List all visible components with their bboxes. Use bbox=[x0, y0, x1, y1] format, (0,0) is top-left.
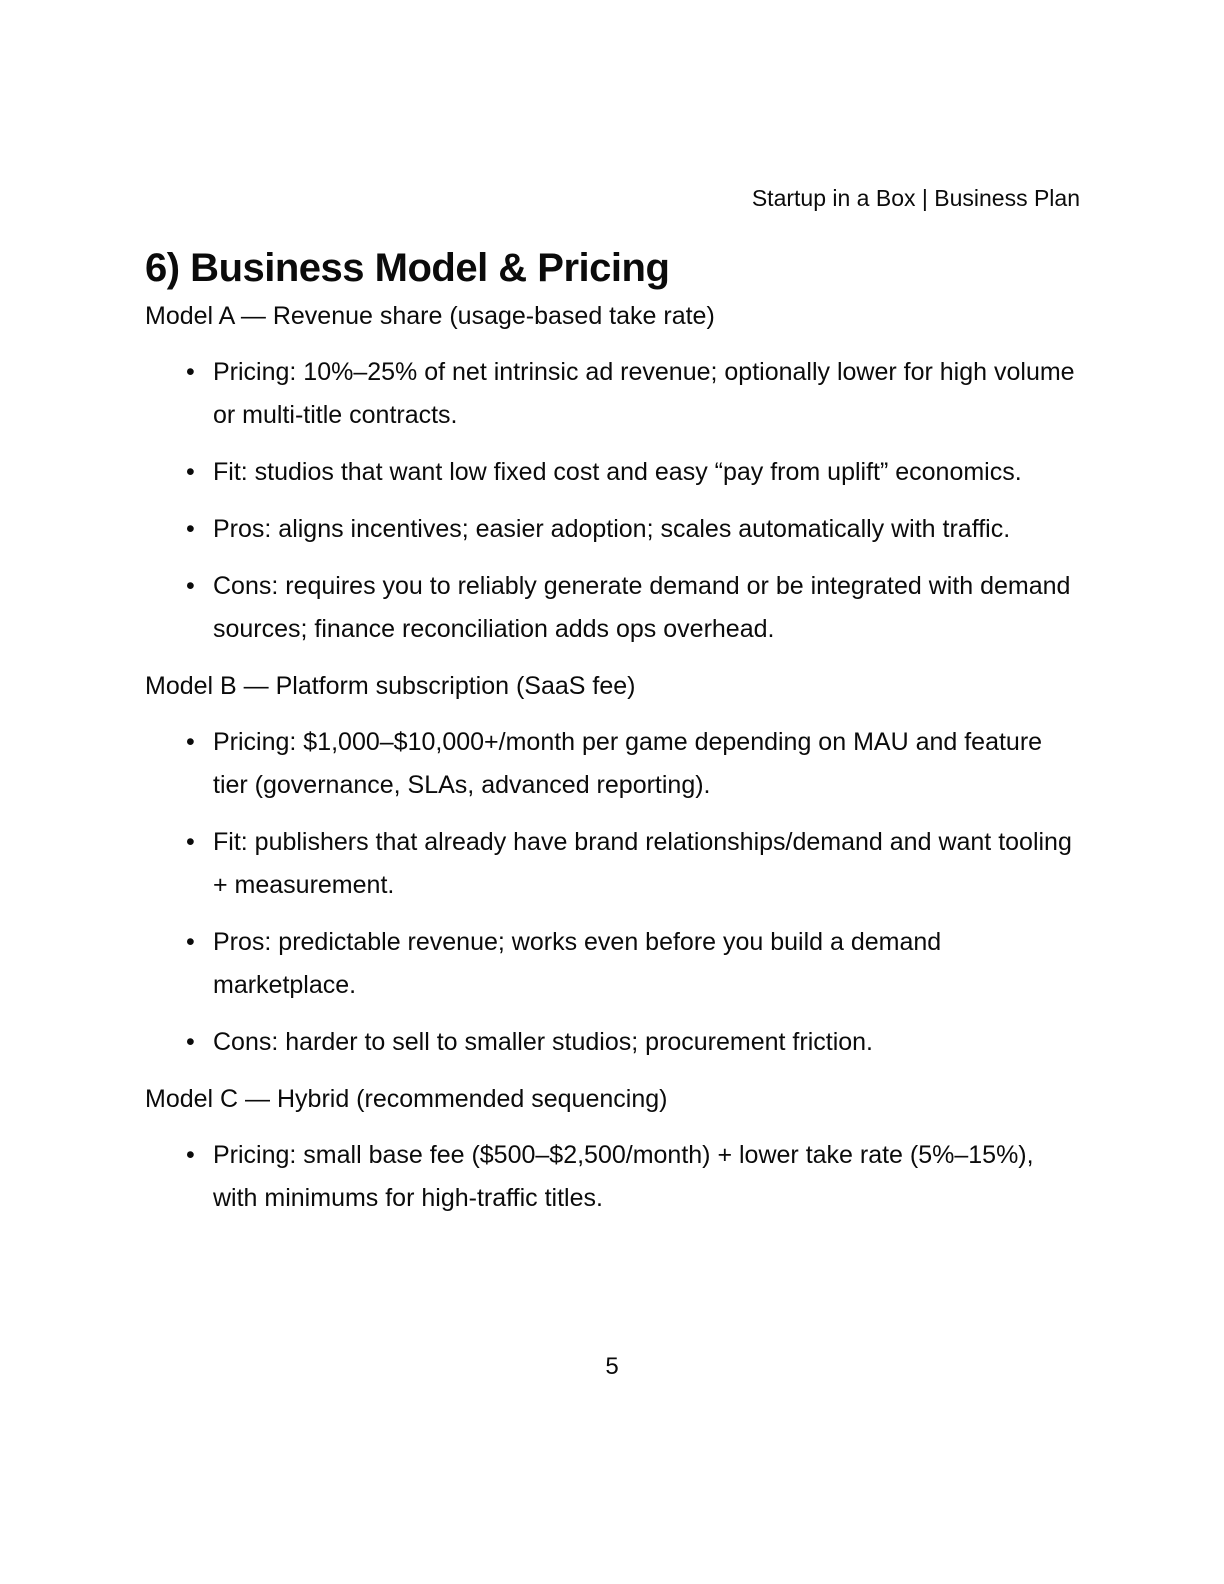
bullet-item: • Pros: predictable revenue; works even before you build a demand marketplace. bbox=[213, 921, 1080, 1007]
bullet-item: • Cons: harder to sell to smaller studios; procurement friction. bbox=[213, 1021, 1080, 1064]
model-b-bullet-list bbox=[145, 721, 1080, 1064]
model-b-heading: Model B — Platform subscription (SaaS fee) bbox=[145, 672, 636, 700]
bullet-item: • Pricing: small base fee ($500–$2,500/month) + lower take rate (5%–15%), with minimums for high-traffic titles. bbox=[213, 1134, 1080, 1220]
model-a-heading: Model A — Revenue share (usage-based take rate) bbox=[145, 302, 715, 330]
page-title: 6) Business Model & Pricing bbox=[145, 246, 670, 290]
model-c-heading: Model C — Hybrid (recommended sequencing) bbox=[145, 1085, 668, 1113]
bullet-item: • Cons: requires you to reliably generate demand or be integrated with demand sources; finance reconciliation adds ops overhead. bbox=[213, 565, 1080, 651]
bullet-item: • Pricing: 10%–25% of net intrinsic ad revenue; optionally lower for high volume or multi-title contracts. bbox=[213, 351, 1080, 437]
bullet-item: • Fit: publishers that already have brand relationships/demand and want tooling + measurement. bbox=[213, 821, 1080, 907]
bullet-item: • Fit: studios that want low fixed cost and easy “pay from uplift” economics. bbox=[213, 451, 1080, 494]
running-header: Startup in a Box | Business Plan bbox=[751, 185, 1080, 211]
bullet-item: • Pricing: $1,000–$10,000+/month per game depending on MAU and feature tier (governance, SLAs, advanced reporting). bbox=[213, 721, 1080, 807]
page-number: 5 bbox=[605, 1353, 619, 1380]
bullet-item: • Pros: aligns incentives; easier adoption; scales automatically with traffic. bbox=[213, 508, 1080, 551]
model-c-bullet-list bbox=[145, 1134, 1080, 1220]
model-a-bullet-list bbox=[145, 351, 1080, 651]
